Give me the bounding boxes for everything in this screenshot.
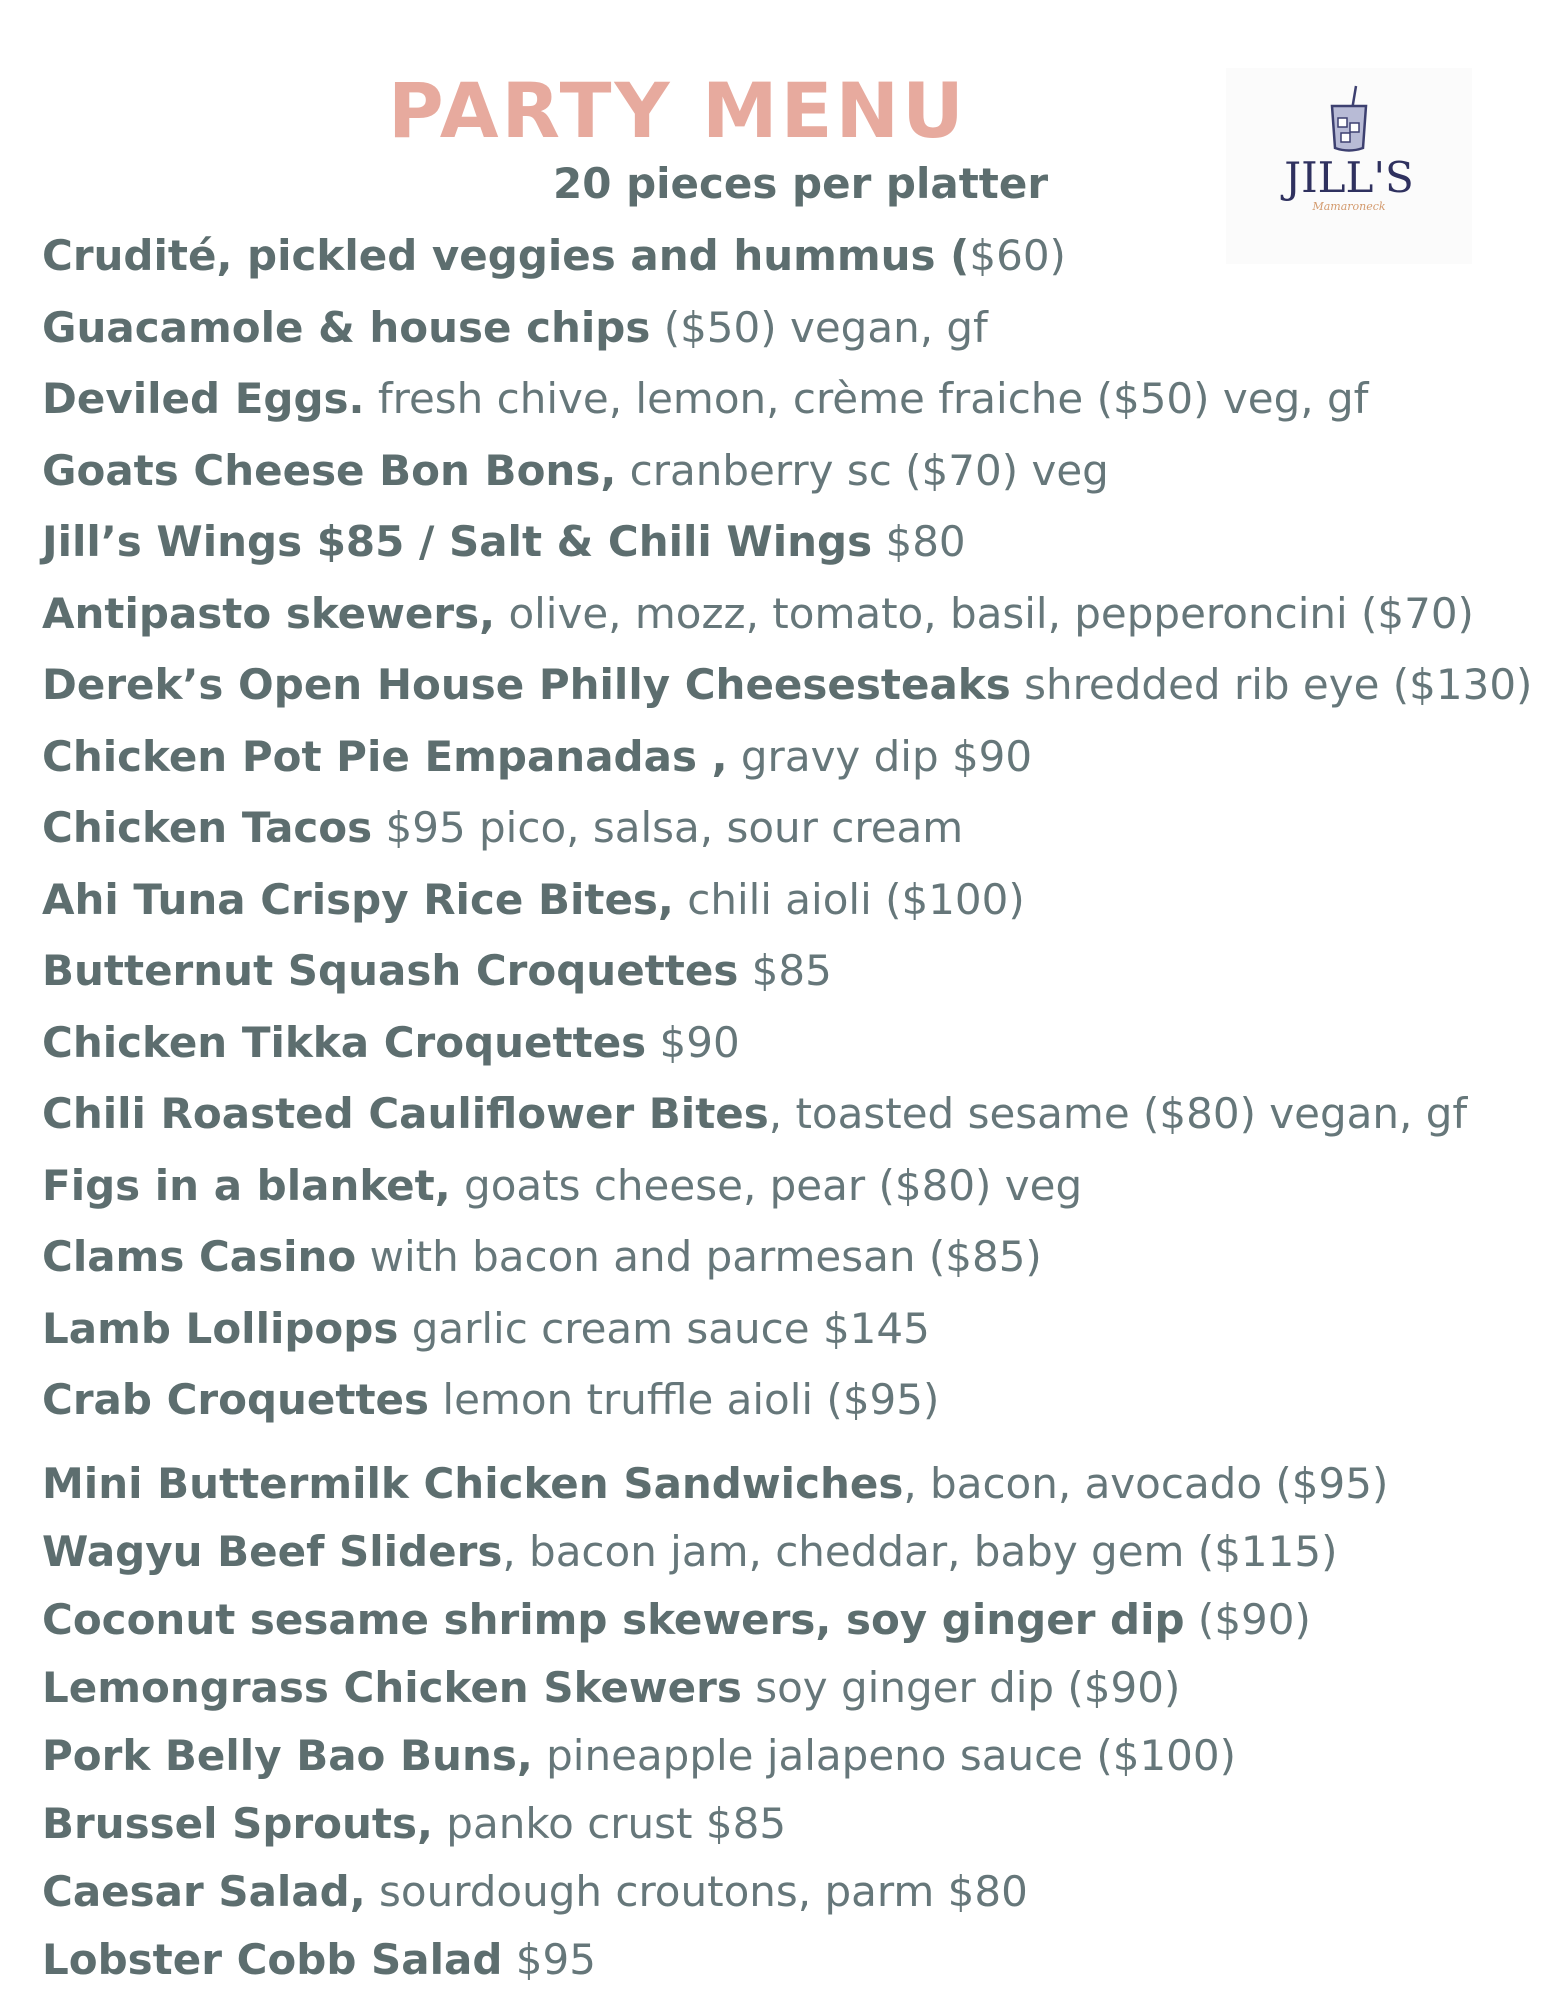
item-details: gravy dip $90 xyxy=(727,731,1033,781)
item-name: Crab Croquettes xyxy=(42,1375,430,1424)
item-details: , toasted sesame ($80) vegan, gf xyxy=(768,1089,1468,1138)
item-details: fresh chive, lemon, crème fraiche ($50) veg, gf xyxy=(364,374,1369,423)
item-details: , bacon jam, cheddar, baby gem ($115) xyxy=(502,1526,1338,1576)
menu-item xyxy=(42,1793,1532,1861)
logo-script: Mamaroneck xyxy=(1312,200,1386,213)
page-title: PARTY MENU xyxy=(388,66,967,155)
item-details: $90 xyxy=(646,1017,740,1067)
item-name: Guacamole & house chips xyxy=(42,302,651,352)
menu-item xyxy=(42,1657,1532,1725)
item-details: $60) xyxy=(969,231,1066,280)
menu-item xyxy=(42,1589,1532,1657)
menu-item xyxy=(42,726,1532,798)
item-details: soy ginger dip ($90) xyxy=(741,1662,1181,1712)
item-name: Chicken Tikka Croquettes xyxy=(42,1017,647,1067)
item-name: Lamb Lollipops xyxy=(42,1303,399,1353)
item-details: $95 pico, salsa, sour cream xyxy=(372,803,964,852)
item-details: goats cheese, pear ($80) veg xyxy=(450,1160,1083,1210)
cocktail-glass-icon xyxy=(1326,84,1372,154)
menu-item xyxy=(42,368,1532,440)
item-name: Coconut sesame shrimp skewers, soy ginger dip xyxy=(42,1594,1185,1644)
menu-item xyxy=(42,1929,1532,1997)
menu-item xyxy=(42,654,1532,726)
item-name: Chili Roasted Cauliflower Bites xyxy=(42,1089,769,1138)
item-name: Jill’s Wings $85 / Salt & Chili Wings xyxy=(42,517,873,566)
item-details: cranberry sc ($70) veg xyxy=(616,445,1109,495)
menu-item xyxy=(42,1226,1532,1298)
item-name: Deviled Eggs. xyxy=(42,374,365,423)
item-details: $95 xyxy=(502,1934,596,1984)
item-details: ($90) xyxy=(1184,1594,1311,1644)
menu-item xyxy=(42,1369,1532,1441)
menu-item xyxy=(42,1521,1532,1589)
logo-wordmark: JILL'S xyxy=(1284,153,1414,202)
item-name: Antipasto skewers, xyxy=(42,588,496,638)
platter-subtitle: 20 pieces per platter xyxy=(553,159,1049,208)
menu-item xyxy=(42,1861,1532,1929)
item-name: Mini Buttermilk Chicken Sandwiches xyxy=(42,1458,904,1508)
item-name: Pork Belly Bao Buns, xyxy=(42,1730,533,1780)
item-details: garlic cream sauce $145 xyxy=(398,1303,930,1353)
item-name: Brussel Sprouts, xyxy=(42,1798,433,1848)
item-name: Crudité, pickled veggies and hummus ( xyxy=(42,231,970,280)
item-details: $85 xyxy=(738,946,832,995)
item-details: pineapple jalapeno sauce ($100) xyxy=(532,1730,1237,1780)
menu-item xyxy=(42,583,1532,655)
item-name: Wagyu Beef Sliders xyxy=(42,1526,503,1576)
item-name: Chicken Tacos xyxy=(42,803,373,852)
item-name: Butternut Squash Croquettes xyxy=(42,946,739,995)
item-details: , bacon, avocado ($95) xyxy=(903,1458,1389,1508)
item-details: $80 xyxy=(872,517,966,566)
menu-item xyxy=(42,1298,1532,1370)
item-details: with bacon and parmesan ($85) xyxy=(356,1232,1042,1281)
item-details: lemon truffle aioli ($95) xyxy=(429,1375,940,1424)
menu-item xyxy=(42,511,1532,583)
item-name: Lemongrass Chicken Skewers xyxy=(42,1662,742,1712)
menu-item xyxy=(42,869,1532,941)
menu-item xyxy=(42,297,1532,369)
item-details: panko crust $85 xyxy=(432,1798,787,1848)
menu-list xyxy=(42,225,1532,1997)
item-name: Ahi Tuna Crispy Rice Bites, xyxy=(42,874,674,924)
item-name: Figs in a blanket, xyxy=(42,1160,451,1210)
menu-item xyxy=(42,1453,1532,1521)
item-details: ($50) vegan, gf xyxy=(650,302,988,352)
item-name: Chicken Pot Pie Empanadas , xyxy=(42,731,728,781)
item-details: sourdough croutons, parm $80 xyxy=(365,1866,1028,1916)
item-details: chili aioli ($100) xyxy=(673,874,1025,924)
item-name: Clams Casino xyxy=(42,1232,357,1281)
item-name: Lobster Cobb Salad xyxy=(42,1934,503,1984)
menu-item xyxy=(42,1012,1532,1084)
menu-item xyxy=(42,1155,1532,1227)
menu-item xyxy=(42,940,1532,1012)
item-name: Derek’s Open House Philly Cheesesteaks xyxy=(42,660,1011,709)
menu-item xyxy=(42,797,1532,869)
menu-item xyxy=(42,1725,1532,1793)
item-name: Goats Cheese Bon Bons, xyxy=(42,445,617,495)
menu-item xyxy=(42,225,1532,297)
menu-item xyxy=(42,440,1532,512)
item-details: olive, mozz, tomato, basil, pepperoncini ($70) xyxy=(495,588,1474,638)
item-name: Caesar Salad, xyxy=(42,1866,366,1916)
item-details: shredded rib eye ($130) xyxy=(1010,660,1533,709)
menu-item xyxy=(42,1083,1532,1155)
